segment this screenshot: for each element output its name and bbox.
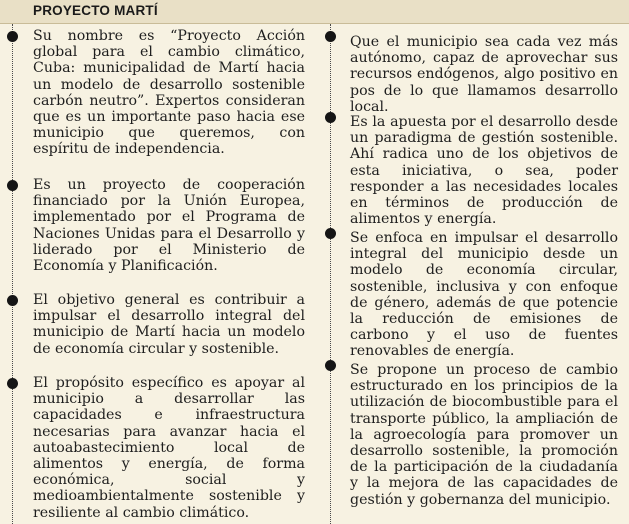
bullet-icon bbox=[7, 295, 18, 306]
bullet-icon bbox=[325, 31, 336, 42]
bullet-icon bbox=[325, 360, 336, 371]
right-paragraph-4: Se propone un proceso de cambio estructurado en los principios de la utilización de biocombustible para el transporte público, la ampliación de la agroecología para promover un desarrollo sostenible, la promoción de la participación de la ciudadanía y la mejora de las capacidades de gestión y gobernanza del municipio. bbox=[350, 362, 618, 508]
left-paragraph-2: Es un proyecto de cooperación financiado por la Unión Europea, implementado por el Programa de Naciones Unidas para el Desarrollo y liderado por el Ministerio de Economía y Planificación. bbox=[33, 177, 305, 275]
left-paragraph-4: El propósito específico es apoyar al municipio a desarrollar las capacidades e infraestructura necesarias para avanzar hacia el autoabastecimiento local de alimentos y energía, de forma económica, social y medioambientalmente sostenible y resiliente al cambio climático. bbox=[33, 375, 305, 521]
box-title: PROYECTO MARTÍ bbox=[33, 3, 158, 18]
left-paragraph-3: El objetivo general es contribuir a impulsar el desarrollo integral del municipio de Martí hacia un modelo de economía circular y sostenible. bbox=[33, 292, 305, 357]
bullet-icon bbox=[325, 112, 336, 123]
right-paragraph-3: Se enfoca en impulsar el desarrollo integral del municipio desde un modelo de economía circular, sostenible, inclusiva y con enfoque de género, además de que potencie la reducción de emisiones de carbono y el uso de fuentes renovables de energía. bbox=[350, 230, 618, 360]
bullet-icon bbox=[325, 228, 336, 239]
bullet-icon bbox=[7, 31, 18, 42]
left-paragraph-1: Su nombre es “Proyecto Acción global para el cambio climático, Cuba: municipalidad de Martí hacia un modelo de desarrollo sostenible carbón neutro”. Expertos consideran que es un importante paso hacia ese municipio que queremos, con espíritu de independencia. bbox=[33, 28, 305, 158]
header-band bbox=[0, 0, 629, 24]
right-paragraph-2: Es la apuesta por el desarrollo desde un paradigma de gestión sostenible. Ahí radica uno de los objetivos de esta iniciativa, o sea, poder responder a las necesidades locales en términos de producción de alimentos y energía. bbox=[350, 114, 618, 228]
right-paragraph-1: Que el municipio sea cada vez más autónomo, capaz de aprovechar sus recursos endógenos, algo positivo en pos de lo que llamamos desarrollo local. bbox=[350, 34, 618, 115]
right-dotted-rail bbox=[330, 24, 332, 524]
left-dotted-rail bbox=[12, 24, 14, 524]
bullet-icon bbox=[7, 378, 18, 389]
bullet-icon bbox=[7, 180, 18, 191]
